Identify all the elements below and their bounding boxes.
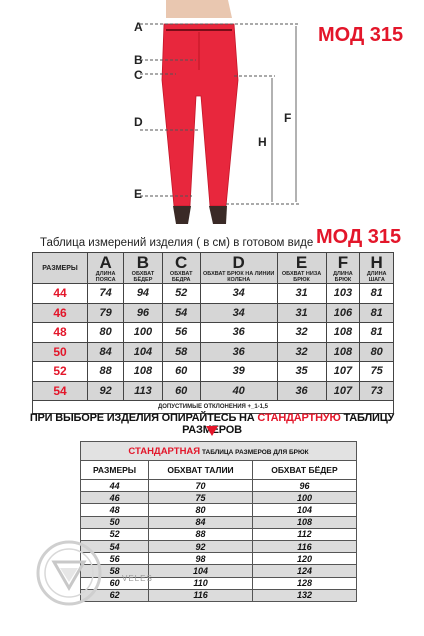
column-header-c [162, 253, 200, 284]
std-hips-cell: 116 [252, 540, 356, 552]
value-cell: 79 [88, 303, 124, 323]
column-header-a [88, 253, 124, 284]
table-row [81, 528, 357, 540]
value-cell: 108 [326, 323, 360, 343]
model-title-mid: МОД 315 [316, 226, 402, 248]
std-hips-cell: 108 [252, 516, 356, 528]
size-cell: 46 [33, 303, 88, 323]
table-row [81, 480, 357, 492]
notice-after: ТАБЛИЦУ РАЗМЕРОВ [182, 412, 395, 436]
std-size-cell: 46 [81, 492, 149, 504]
value-cell: 73 [360, 381, 394, 401]
notice-highlight: СТАНДАРТНУЮ [257, 412, 341, 424]
column-description: ОБХВАТ БЕДРА [169, 270, 193, 283]
value-cell: 52 [162, 284, 200, 304]
value-cell: 113 [124, 381, 162, 401]
right-shoe [209, 206, 227, 224]
value-cell: 106 [326, 303, 360, 323]
measurement-table [32, 252, 394, 414]
value-cell: 54 [162, 303, 200, 323]
measure-table-caption: Таблица измерений изделия ( в см) в готовом виде [40, 237, 314, 249]
label-h: H [258, 135, 267, 149]
value-cell: 81 [360, 303, 394, 323]
column-header-b [124, 253, 162, 284]
table-row [81, 553, 357, 565]
brand-logo-icon [34, 538, 104, 608]
left-shoe [173, 206, 191, 224]
size-cell: 44 [33, 284, 88, 304]
std-waist-cell: 75 [149, 492, 253, 504]
label-a: A [134, 20, 143, 34]
std-size-cell: 44 [81, 480, 149, 492]
table-row [33, 342, 394, 362]
std-waist-cell: 104 [149, 565, 253, 577]
value-cell: 40 [200, 381, 277, 401]
column-letter: F [337, 252, 349, 272]
value-cell: 75 [360, 362, 394, 382]
value-cell: 81 [360, 323, 394, 343]
value-cell: 80 [88, 323, 124, 343]
std-waist-cell: 98 [149, 553, 253, 565]
column-description: ОБХВАТ БЁДЕР [131, 270, 155, 283]
value-cell: 58 [162, 342, 200, 362]
std-hips-cell: 100 [252, 492, 356, 504]
std-size-cell: 56 [81, 553, 149, 565]
column-header-e [277, 253, 326, 284]
std-hips-cell: 128 [252, 577, 356, 589]
value-cell: 36 [277, 381, 326, 401]
table-row [33, 362, 394, 382]
std-hips-cell: 104 [252, 504, 356, 516]
value-cell: 31 [277, 303, 326, 323]
std-hips-cell: 124 [252, 565, 356, 577]
label-e: E [134, 187, 143, 201]
std-waist-cell: 88 [149, 528, 253, 540]
value-cell: 32 [277, 323, 326, 343]
column-letter: D [232, 252, 245, 272]
down-arrow-icon [206, 426, 218, 436]
table-row [81, 492, 357, 504]
std-size-cell: 48 [81, 504, 149, 516]
value-cell: 36 [200, 342, 277, 362]
value-cell: 32 [277, 342, 326, 362]
value-cell: 56 [162, 323, 200, 343]
value-cell: 60 [162, 381, 200, 401]
size-cell: 54 [33, 381, 88, 401]
std-size-cell: 50 [81, 516, 149, 528]
brand-watermark: VELES [122, 574, 153, 583]
value-cell: 36 [200, 323, 277, 343]
value-cell: 94 [124, 284, 162, 304]
value-cell: 60 [162, 362, 200, 382]
value-cell: 107 [326, 381, 360, 401]
value-cell: 92 [88, 381, 124, 401]
std-waist-cell: 92 [149, 540, 253, 552]
column-description: ОБХВАТ БРЮК НА ЛИНИИ КОЛЕНА [203, 270, 275, 283]
std-hips-cell: 132 [252, 589, 356, 601]
column-description: ДЛИНА БРЮК [333, 270, 353, 283]
value-cell: 74 [88, 284, 124, 304]
column-letter: A [99, 252, 112, 272]
std-size-cell: 60 [81, 577, 149, 589]
std-hips-cell: 96 [252, 480, 356, 492]
std-header-size: РАЗМЕРЫ [81, 461, 149, 480]
label-d: D [134, 115, 143, 129]
standard-title-highlight: СТАНДАРТНАЯ [128, 445, 201, 457]
standard-table-title [81, 442, 357, 461]
model-title-top: МОД 315 [318, 24, 404, 46]
column-description: ДЛИНА ШАГА [366, 270, 387, 283]
table-row [81, 540, 357, 552]
value-cell: 39 [200, 362, 277, 382]
table-row [33, 381, 394, 401]
column-description: ДЛИНА ПОЯСА [95, 270, 116, 283]
column-header-f [326, 253, 360, 284]
standard-title-rest: ТАБЛИЦА РАЗМЕРОВ ДЛЯ БРЮК [201, 448, 309, 456]
value-cell: 35 [277, 362, 326, 382]
size-cell: 48 [33, 323, 88, 343]
std-hips-cell: 112 [252, 528, 356, 540]
column-header-d [200, 253, 277, 284]
size-header: РАЗМЕРЫ [33, 253, 88, 284]
column-letter: H [370, 252, 383, 272]
column-letter: C [175, 252, 188, 272]
table-row [33, 323, 394, 343]
std-waist-cell: 84 [149, 516, 253, 528]
table-row [81, 516, 357, 528]
column-header-h [360, 253, 394, 284]
label-b: B [134, 53, 143, 67]
value-cell: 88 [88, 362, 124, 382]
std-hips-cell: 120 [252, 553, 356, 565]
std-waist-cell: 70 [149, 480, 253, 492]
size-cell: 50 [33, 342, 88, 362]
value-cell: 81 [360, 284, 394, 304]
value-cell: 34 [200, 284, 277, 304]
table-row [81, 504, 357, 516]
column-letter: E [295, 252, 308, 272]
std-waist-cell: 110 [149, 577, 253, 589]
std-size-cell: 54 [81, 540, 149, 552]
size-cell: 52 [33, 362, 88, 382]
value-cell: 34 [200, 303, 277, 323]
std-header-hips: ОБХВАТ БЁДЕР [252, 461, 356, 480]
value-cell: 108 [326, 342, 360, 362]
table-row [33, 284, 394, 304]
pants-shape [162, 24, 238, 206]
std-waist-cell: 80 [149, 504, 253, 516]
label-c: C [134, 68, 143, 82]
column-letter: B [136, 252, 150, 272]
label-f: F [284, 111, 292, 125]
tolerance-note: ДОПУСТИМЫЕ ОТКЛОНЕНИЯ +_1-1,5 [33, 401, 394, 414]
std-header-waist: ОБХВАТ ТАЛИИ [149, 461, 253, 480]
value-cell: 103 [326, 284, 360, 304]
torso-skin [166, 0, 232, 18]
table-row [33, 303, 394, 323]
value-cell: 84 [88, 342, 124, 362]
value-cell: 108 [124, 362, 162, 382]
value-cell: 100 [124, 323, 162, 343]
column-description: ОБХВАТ НИЗА БРЮК [281, 270, 322, 283]
value-cell: 104 [124, 342, 162, 362]
std-waist-cell: 116 [149, 589, 253, 601]
std-size-cell: 52 [81, 528, 149, 540]
std-size-cell: 58 [81, 565, 149, 577]
value-cell: 31 [277, 284, 326, 304]
value-cell: 80 [360, 342, 394, 362]
value-cell: 96 [124, 303, 162, 323]
std-size-cell: 62 [81, 589, 149, 601]
value-cell: 107 [326, 362, 360, 382]
table-row [81, 589, 357, 601]
notice-before: ПРИ ВЫБОРЕ ИЗДЕЛИЯ ОПИРАЙТЕСЬ НА [29, 412, 258, 424]
